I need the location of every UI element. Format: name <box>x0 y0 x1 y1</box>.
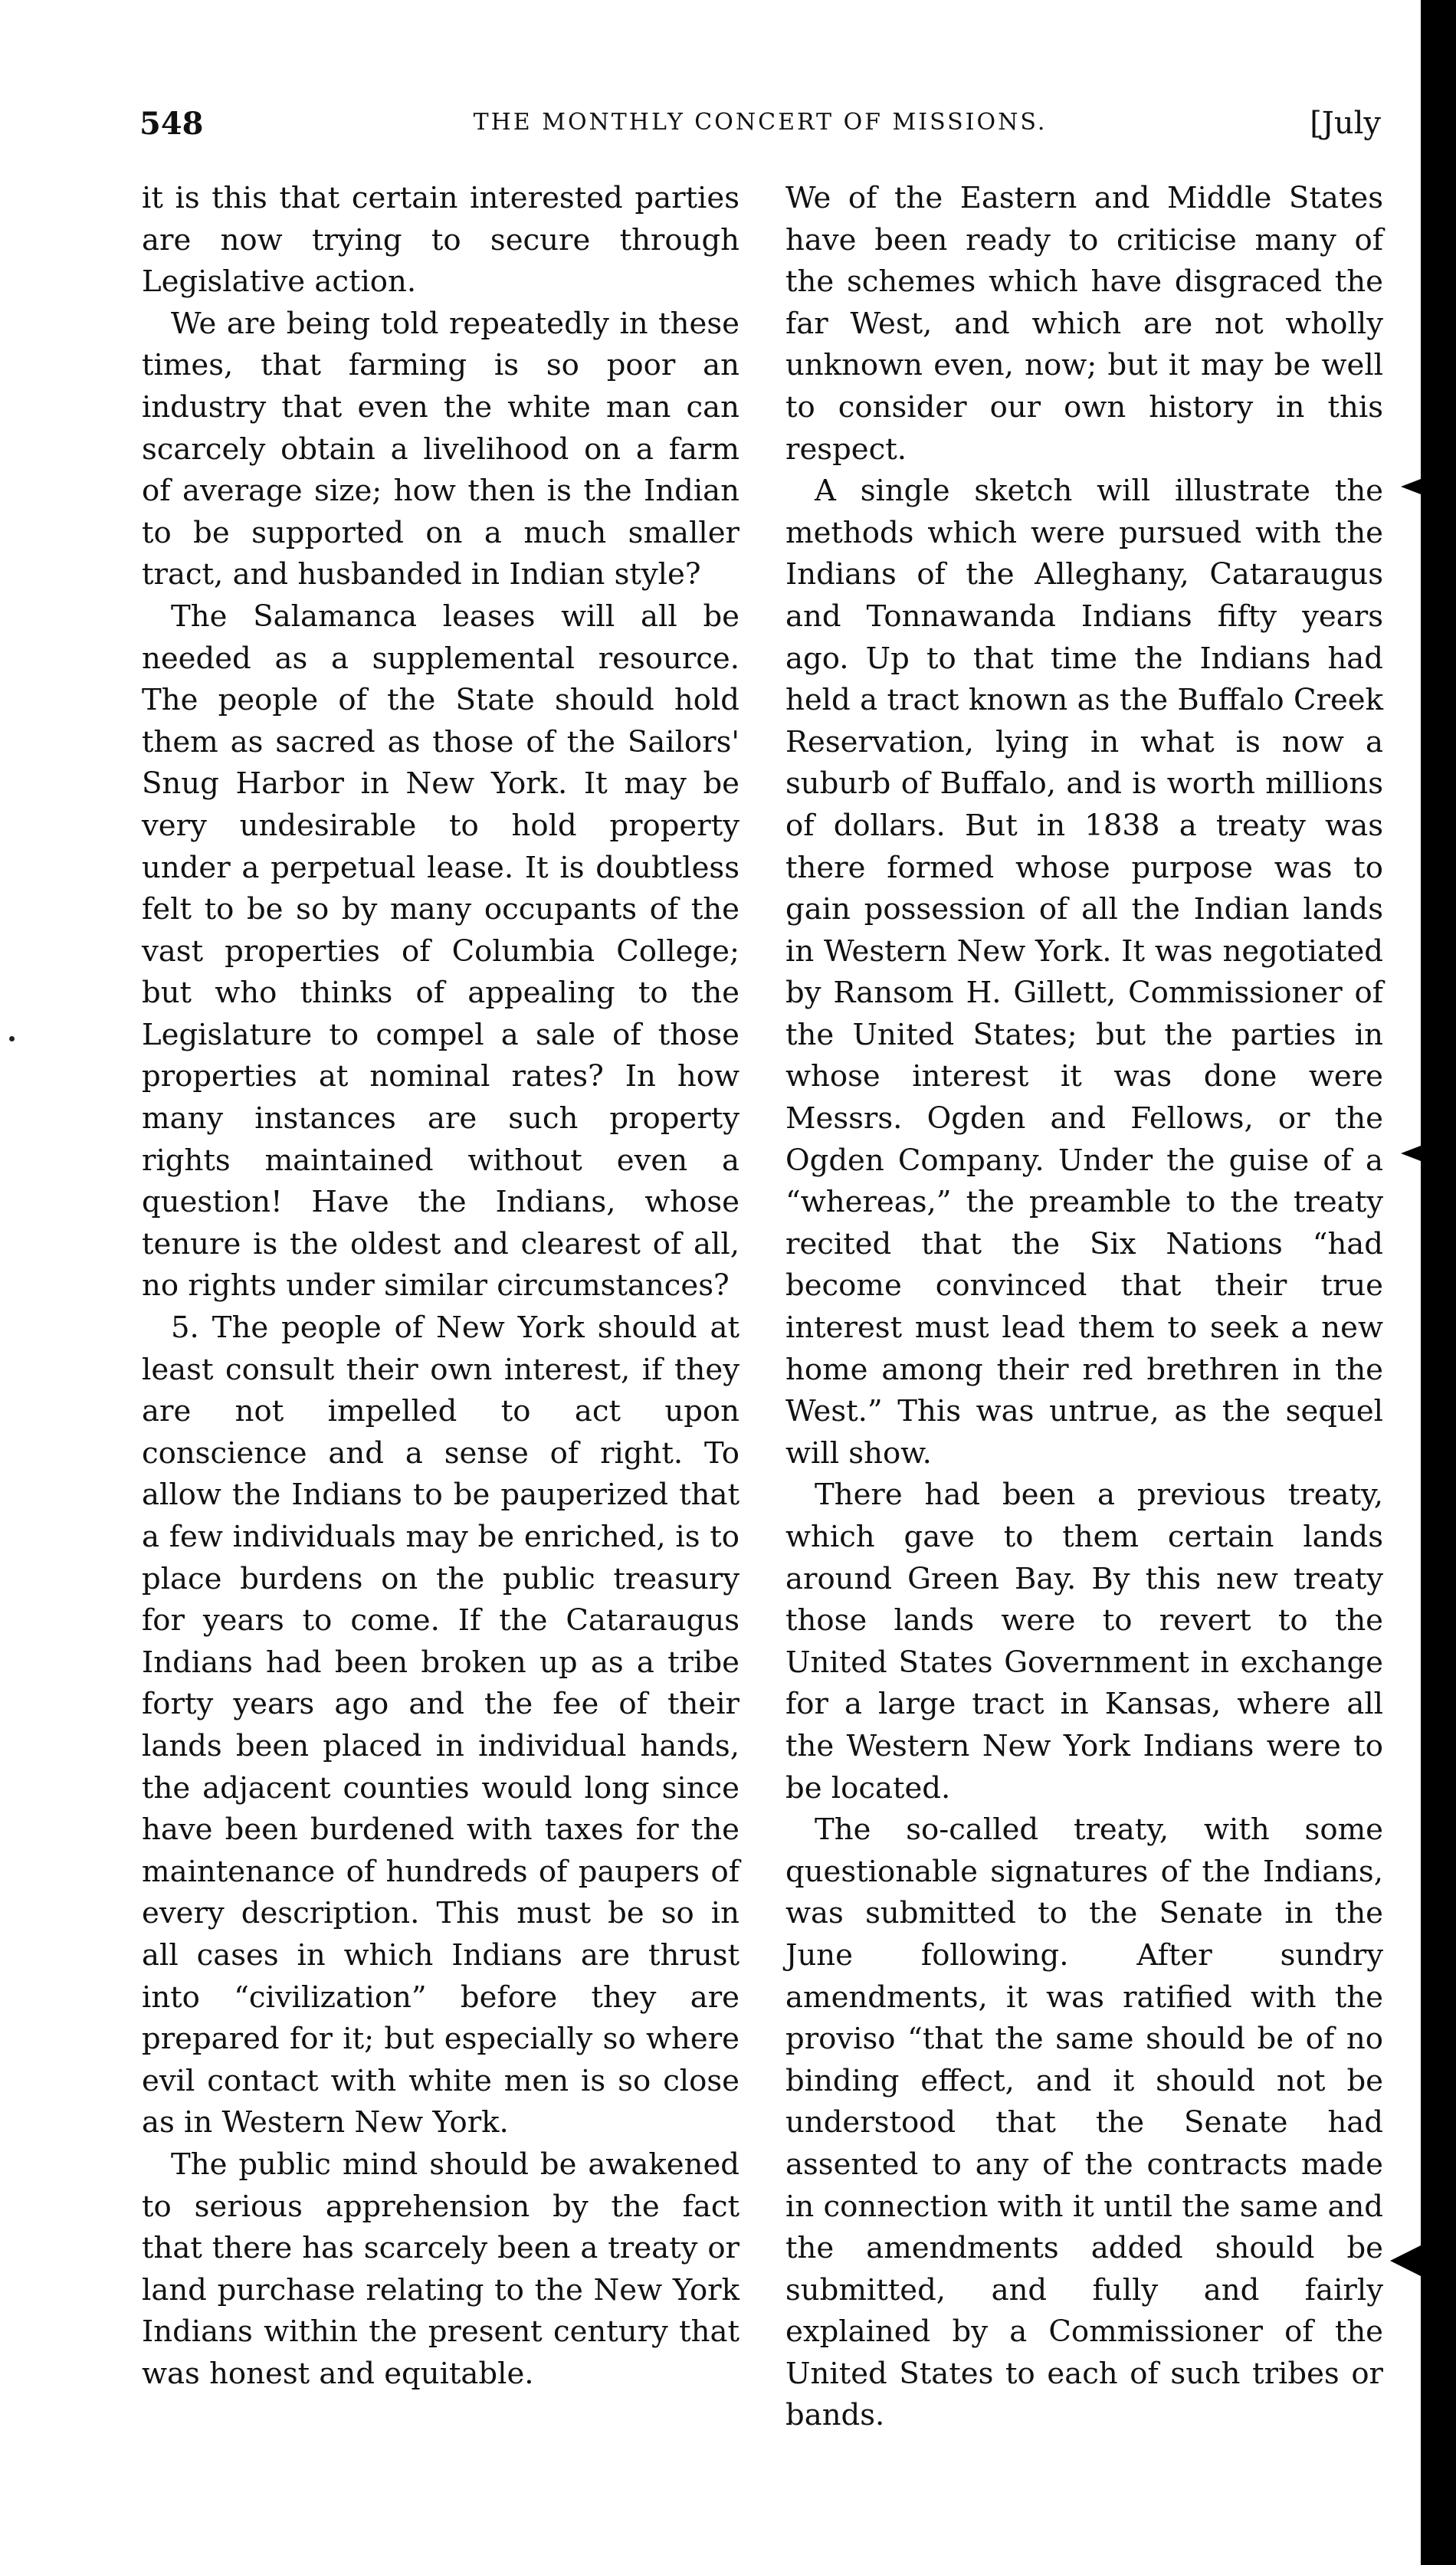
right-column <box>785 178 1383 2437</box>
running-header <box>139 106 1381 152</box>
running-title: THE MONTHLY CONCERT OF MISSIONS. <box>473 109 1048 136</box>
scan-speck <box>9 1036 15 1041</box>
paragraph: We are being told repeatedly in these times, that farming is so poor an industry that even the white man can scarcely obtain a livelihood on a farm of average size; how then is the Indian to be supported on a much smaller tract, and husbanded in Indian style? <box>142 306 739 592</box>
page-number: 548 <box>139 106 204 142</box>
paragraph: it is this that certain interested parties are now trying to secure through Legislative action. <box>142 181 739 300</box>
scan-edge-mark <box>1390 2245 1421 2276</box>
scan-edge-mark <box>1401 479 1421 494</box>
running-date: [July <box>1310 106 1381 141</box>
paragraph: There had been a previous treaty, which gave to them certain lands around Green Bay. By this new treaty those lands were to revert to the United States Government in exchange for a large tract in Kansas, where all the Western New York Indians were to be located. <box>785 1478 1383 1806</box>
scan-edge-mark <box>1401 1146 1421 1161</box>
paragraph: The Salamanca leases will all be needed as a supplemental resource. The people of the State should hold them as sacred as those of the Sailors' Snug Harbor in New York. It may be very undesirable to hold property under a perpetual lease. It is doubtless felt to be so by many occupants of the vast properties of Columbia College; but who thinks of appealing to the Legislature to compel a sale of those properties at nominal rates? In how many instances are such property rights maintained without even a question! Have the Indians, whose tenure is the oldest and clearest of all, no rights under similar circumstances? <box>142 599 739 1304</box>
paragraph: 5. The people of New York should at least consult their own interest, if they are not impelled to act upon conscience and a sense of right. To allow the Indians to be pauperized that a few individuals may be enriched, is to place burdens on the public treasury for years to come. If the Cataraugus Indians had been broken up as a tribe forty years ago and the fee of their lands been placed in individual hands, the adjacent counties would long since have been burdened with taxes for the maintenance of hundreds of paupers of every description. This must be so in all cases in which Indians are thrust into “civilization” before they are prepared for it; but especially so where evil contact with white men is so close as in Western New York. <box>142 1310 739 2140</box>
binding-edge <box>1421 0 1456 2565</box>
paragraph: The so-called treaty, with some questionable signatures of the Indians, was submitted to the Senate in the June following. After sundry amendments, it was ratified with the proviso “that the same should be of no binding effect, and it should not be understood that the Senate had assented to any of the contracts made in connection with it until the same and the amendments added should be submitted, and fully and fairly explained by a Commissioner of the United States to each of such tribes or bands. <box>785 1812 1383 2433</box>
paragraph: A single sketch will illustrate the methods which were pursued with the Indians of the Alleghany, Cataraugus and Tonnawanda Indians fifty years ago. Up to that time the Indians had held a tract known as the Buffalo Creek Reservation, lying in what is now a suburb of Buffalo, and is worth millions of dollars. But in 1838 a treaty was there formed whose purpose was to gain possession of all the Indian lands in Western New York. It was negotiated by Ransom H. Gillett, Commissioner of the United States; but the parties in whose interest it was done were Messrs. Ogden and Fellows, or the Ogden Company. Under the guise of a “whereas,” the preamble to the treaty recited that the Six Nations “had become convinced that their true interest must lead them to seek a new home among their red brethren in the West.” This was untrue, as the sequel will show. <box>785 474 1383 1471</box>
paragraph: The public mind should be awakened to serious apprehension by the fact that there has scarcely been a treaty or land purchase relating to the New York Indians within the present century that was honest and equitable. <box>142 2147 739 2391</box>
left-column <box>142 178 739 2395</box>
paragraph: We of the Eastern and Middle States have been ready to criticise many of the schemes which have disgraced the far West, and which are not wholly unknown even, now; but it may be well to consider our own history in this respect. <box>785 181 1383 467</box>
